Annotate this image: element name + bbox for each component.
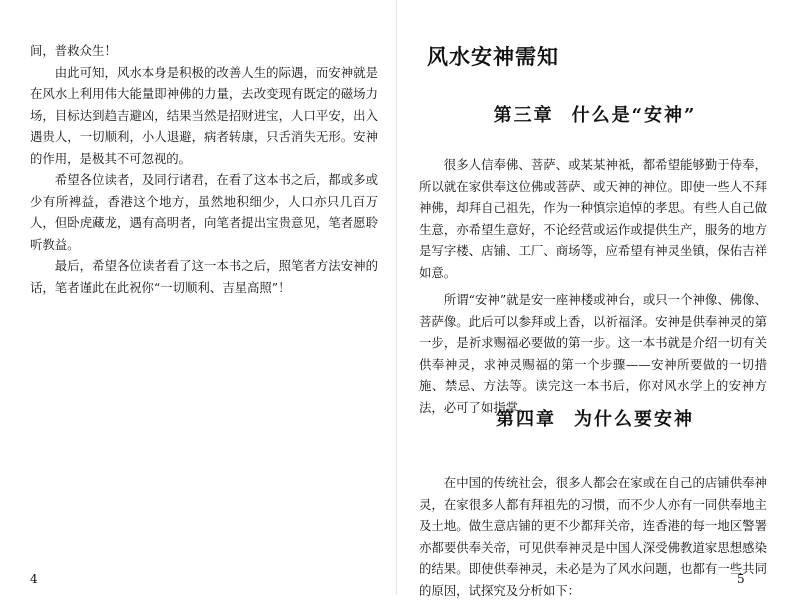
chapter-4-number: 第四章 xyxy=(496,409,556,430)
left-page xyxy=(0,0,396,595)
chapter-3-paragraph-1: 很多人信奉佛、菩萨、或某某神祗，都希望能够勤于侍奉，所以就在家供奉这位佛或菩萨、或天神的神位。即使一些人不拜神佛，却拜自己祖先，作为一种慎宗追悼的孝思。有些人自己做生意，亦希望生意好，不论经营或运作或提供生产，服务的地方是写字楼、店铺、工厂、商场等，应希望有神灵坐镇，保佑吉祥如意。 xyxy=(419,157,767,280)
right-page xyxy=(397,0,793,598)
chapter-3-title: 什么是“安神” xyxy=(571,105,697,126)
left-page-body xyxy=(30,40,378,298)
chapter-3-heading xyxy=(397,102,793,130)
chapter-3-number: 第三章 xyxy=(493,105,554,126)
left-paragraph-4: 最后，希望各位读者看了这一本书之后，照笔者方法安神的话，笔者谨此在此祝你“一切顺利、吉星高照”！ xyxy=(30,258,378,295)
right-page-number: 5 xyxy=(737,572,745,586)
chapter-4-title: 为什么要安神 xyxy=(574,409,694,430)
left-paragraph-3: 希望各位读者，及同行诸君，在看了这本书之后，都或多或少有所裨益，香港这个地方，虽然地积细少，人口亦只几百万人，但卧虎藏龙，遇有高明者，向笔者提出宝贵意见，笔者愿聆听教益。 xyxy=(30,172,378,252)
chapter-4-heading xyxy=(397,406,793,434)
chapter-3-paragraph-2: 所谓“安神”就是安一座神楼或神台，或只一个神像、佛像、菩萨像。此后可以参拜或上香，以祈福泽。安神是供奉神灵的第一步，是祈求赐福必要做的第一步。这一本书就是介绍一切有关供奉神灵，求神灵赐福的第一个步骤——安神所要做的一切措施、禁忌、方法等。读完这一本书后，你对风水学上的安神方法，必可了如指掌。 xyxy=(419,292,767,415)
left-page-number: 4 xyxy=(30,572,38,586)
chapter-3-body xyxy=(419,154,767,418)
chapter-4-body xyxy=(419,472,767,601)
chapter-4-paragraph-1: 在中国的传统社会，很多人都会在家或在自己的店铺供奉神灵，在家很多人都有拜祖先的习惯，而不少人亦有一同供奉地主及土地。做生意店铺的更不少都拜关帝，连香港的每一地区警署亦都要供奉关帝，可见供奉神灵是中国人深受佛教道家思想感染的结果。即使供奉神灵，未必是为了风水问题，也都有一些共同的原因，试探究及分析如下： xyxy=(419,475,767,598)
left-paragraph-2: 由此可知，风水本身是积极的改善人生的际遇，而安神就是在风水上利用伟大能量即神佛的力量，去改变现有既定的磁场力场，目标达到趋吉避凶，结果当然是招财进宝，人口平安，出入遇贵人，一切顺利，小人退避，病者转康，只舌消失无形。安神的作用，是极其不可忽视的。 xyxy=(30,64,378,166)
left-paragraph-1: 间，普救众生！ xyxy=(30,43,117,58)
book-title: 风水安神需知 xyxy=(427,44,559,69)
